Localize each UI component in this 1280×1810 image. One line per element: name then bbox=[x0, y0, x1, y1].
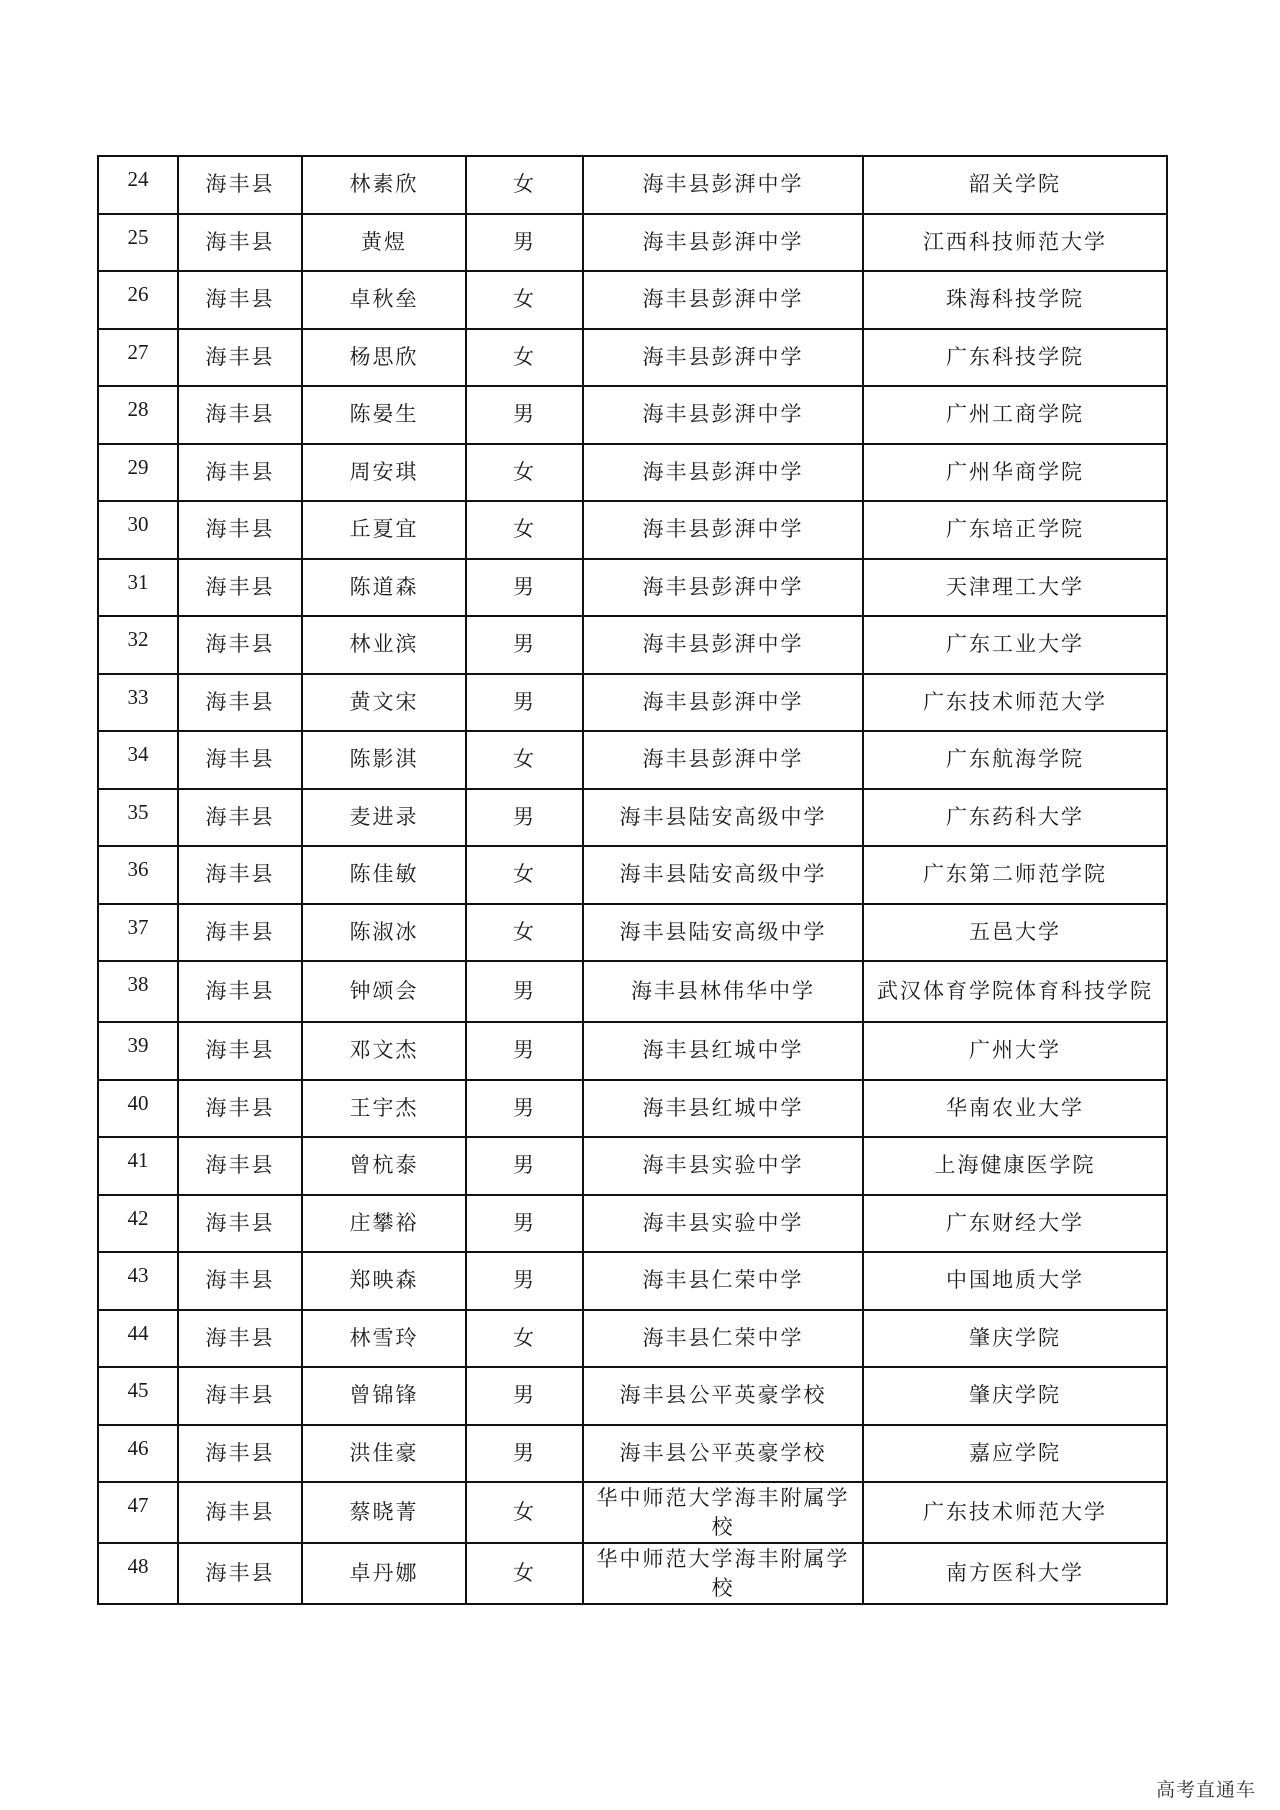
watermark-text: 高考直通车 bbox=[1155, 1779, 1256, 1801]
cell-university: 广州工商学院 bbox=[863, 386, 1167, 444]
table-row bbox=[98, 1022, 1167, 1080]
cell-school: 海丰县彭湃中学 bbox=[583, 444, 863, 502]
cell-university: 上海健康医学院 bbox=[863, 1137, 1167, 1195]
cell-name: 蔡晓菁 bbox=[302, 1482, 466, 1543]
cell-county: 海丰县 bbox=[178, 1252, 302, 1310]
cell-school: 海丰县红城中学 bbox=[583, 1022, 863, 1080]
cell-gender: 男 bbox=[466, 789, 583, 847]
cell-number: 36 bbox=[98, 846, 178, 904]
cell-number: 46 bbox=[98, 1425, 178, 1483]
cell-gender: 男 bbox=[466, 1080, 583, 1138]
table-row bbox=[98, 1137, 1167, 1195]
cell-gender: 男 bbox=[466, 559, 583, 617]
cell-gender: 女 bbox=[466, 329, 583, 387]
cell-school: 海丰县仁荣中学 bbox=[583, 1252, 863, 1310]
table-row bbox=[98, 1543, 1167, 1604]
cell-number: 41 bbox=[98, 1137, 178, 1195]
cell-gender: 女 bbox=[466, 1482, 583, 1543]
cell-name: 曾锦锋 bbox=[302, 1367, 466, 1425]
cell-number: 25 bbox=[98, 214, 178, 272]
cell-school: 海丰县彭湃中学 bbox=[583, 156, 863, 214]
cell-university: 珠海科技学院 bbox=[863, 271, 1167, 329]
cell-university: 广东培正学院 bbox=[863, 501, 1167, 559]
cell-university: 五邑大学 bbox=[863, 904, 1167, 962]
cell-school: 海丰县实验中学 bbox=[583, 1195, 863, 1253]
cell-university: 广东财经大学 bbox=[863, 1195, 1167, 1253]
cell-school: 海丰县林伟华中学 bbox=[583, 961, 863, 1022]
admission-list-table bbox=[97, 155, 1168, 1605]
cell-school: 海丰县彭湃中学 bbox=[583, 271, 863, 329]
table-row bbox=[98, 1482, 1167, 1543]
cell-number: 40 bbox=[98, 1080, 178, 1138]
cell-school: 海丰县陆安高级中学 bbox=[583, 789, 863, 847]
cell-university: 嘉应学院 bbox=[863, 1425, 1167, 1483]
cell-county: 海丰县 bbox=[178, 1482, 302, 1543]
table-row bbox=[98, 214, 1167, 272]
cell-school: 海丰县公平英豪学校 bbox=[583, 1367, 863, 1425]
table-row bbox=[98, 1080, 1167, 1138]
cell-number: 37 bbox=[98, 904, 178, 962]
cell-number: 30 bbox=[98, 501, 178, 559]
cell-university: 广东药科大学 bbox=[863, 789, 1167, 847]
cell-university: 广东技术师范大学 bbox=[863, 674, 1167, 732]
cell-name: 麦进录 bbox=[302, 789, 466, 847]
cell-school: 海丰县彭湃中学 bbox=[583, 386, 863, 444]
cell-university: 南方医科大学 bbox=[863, 1543, 1167, 1604]
cell-gender: 男 bbox=[466, 674, 583, 732]
cell-gender: 男 bbox=[466, 616, 583, 674]
cell-number: 31 bbox=[98, 559, 178, 617]
cell-school: 海丰县仁荣中学 bbox=[583, 1310, 863, 1368]
cell-name: 陈影淇 bbox=[302, 731, 466, 789]
cell-number: 48 bbox=[98, 1543, 178, 1604]
cell-name: 黄煜 bbox=[302, 214, 466, 272]
cell-name: 洪佳豪 bbox=[302, 1425, 466, 1483]
cell-school: 华中师范大学海丰附属学校 bbox=[583, 1482, 863, 1543]
cell-name: 林业滨 bbox=[302, 616, 466, 674]
cell-name: 陈佳敏 bbox=[302, 846, 466, 904]
cell-name: 陈道森 bbox=[302, 559, 466, 617]
cell-number: 42 bbox=[98, 1195, 178, 1253]
table-row bbox=[98, 1310, 1167, 1368]
cell-county: 海丰县 bbox=[178, 846, 302, 904]
table-row bbox=[98, 789, 1167, 847]
cell-number: 33 bbox=[98, 674, 178, 732]
cell-name: 丘夏宜 bbox=[302, 501, 466, 559]
table-row bbox=[98, 674, 1167, 732]
cell-county: 海丰县 bbox=[178, 1080, 302, 1138]
cell-name: 林雪玲 bbox=[302, 1310, 466, 1368]
cell-university: 肇庆学院 bbox=[863, 1367, 1167, 1425]
cell-county: 海丰县 bbox=[178, 1367, 302, 1425]
cell-county: 海丰县 bbox=[178, 961, 302, 1022]
cell-county: 海丰县 bbox=[178, 1137, 302, 1195]
cell-gender: 男 bbox=[466, 1425, 583, 1483]
table-row bbox=[98, 616, 1167, 674]
cell-number: 44 bbox=[98, 1310, 178, 1368]
cell-name: 林素欣 bbox=[302, 156, 466, 214]
cell-county: 海丰县 bbox=[178, 271, 302, 329]
cell-school: 海丰县彭湃中学 bbox=[583, 501, 863, 559]
cell-school: 海丰县彭湃中学 bbox=[583, 616, 863, 674]
cell-school: 海丰县彭湃中学 bbox=[583, 731, 863, 789]
table-row bbox=[98, 444, 1167, 502]
cell-name: 邓文杰 bbox=[302, 1022, 466, 1080]
cell-number: 24 bbox=[98, 156, 178, 214]
table-row bbox=[98, 1425, 1167, 1483]
table-row bbox=[98, 1195, 1167, 1253]
cell-school: 海丰县陆安高级中学 bbox=[583, 904, 863, 962]
cell-number: 26 bbox=[98, 271, 178, 329]
cell-gender: 男 bbox=[466, 1137, 583, 1195]
cell-number: 27 bbox=[98, 329, 178, 387]
cell-university: 武汉体育学院体育科技学院 bbox=[863, 961, 1167, 1022]
cell-gender: 女 bbox=[466, 904, 583, 962]
cell-university: 广州大学 bbox=[863, 1022, 1167, 1080]
cell-name: 陈晏生 bbox=[302, 386, 466, 444]
table-row bbox=[98, 271, 1167, 329]
table-row bbox=[98, 559, 1167, 617]
cell-name: 卓丹娜 bbox=[302, 1543, 466, 1604]
cell-name: 陈淑冰 bbox=[302, 904, 466, 962]
cell-name: 钟颂会 bbox=[302, 961, 466, 1022]
cell-county: 海丰县 bbox=[178, 1022, 302, 1080]
table-row bbox=[98, 961, 1167, 1022]
table-row bbox=[98, 904, 1167, 962]
cell-county: 海丰县 bbox=[178, 789, 302, 847]
cell-name: 庄攀裕 bbox=[302, 1195, 466, 1253]
cell-county: 海丰县 bbox=[178, 1425, 302, 1483]
cell-number: 47 bbox=[98, 1482, 178, 1543]
table-row bbox=[98, 1252, 1167, 1310]
cell-gender: 男 bbox=[466, 1195, 583, 1253]
cell-school: 海丰县陆安高级中学 bbox=[583, 846, 863, 904]
cell-name: 曾杭泰 bbox=[302, 1137, 466, 1195]
cell-gender: 女 bbox=[466, 156, 583, 214]
cell-county: 海丰县 bbox=[178, 674, 302, 732]
cell-school: 海丰县彭湃中学 bbox=[583, 674, 863, 732]
cell-gender: 女 bbox=[466, 1543, 583, 1604]
cell-gender: 女 bbox=[466, 271, 583, 329]
cell-university: 韶关学院 bbox=[863, 156, 1167, 214]
table-row bbox=[98, 386, 1167, 444]
cell-school: 海丰县彭湃中学 bbox=[583, 214, 863, 272]
cell-county: 海丰县 bbox=[178, 386, 302, 444]
cell-name: 卓秋垒 bbox=[302, 271, 466, 329]
cell-gender: 女 bbox=[466, 731, 583, 789]
cell-county: 海丰县 bbox=[178, 329, 302, 387]
cell-gender: 男 bbox=[466, 1022, 583, 1080]
cell-university: 广东航海学院 bbox=[863, 731, 1167, 789]
cell-name: 郑映森 bbox=[302, 1252, 466, 1310]
cell-school: 海丰县实验中学 bbox=[583, 1137, 863, 1195]
cell-county: 海丰县 bbox=[178, 1543, 302, 1604]
cell-name: 杨思欣 bbox=[302, 329, 466, 387]
cell-number: 35 bbox=[98, 789, 178, 847]
cell-school: 华中师范大学海丰附属学校 bbox=[583, 1543, 863, 1604]
cell-university: 江西科技师范大学 bbox=[863, 214, 1167, 272]
cell-name: 周安琪 bbox=[302, 444, 466, 502]
cell-school: 海丰县彭湃中学 bbox=[583, 559, 863, 617]
table-row bbox=[98, 1367, 1167, 1425]
cell-county: 海丰县 bbox=[178, 1310, 302, 1368]
cell-number: 32 bbox=[98, 616, 178, 674]
cell-university: 广东技术师范大学 bbox=[863, 1482, 1167, 1543]
cell-county: 海丰县 bbox=[178, 731, 302, 789]
cell-county: 海丰县 bbox=[178, 444, 302, 502]
cell-university: 中国地质大学 bbox=[863, 1252, 1167, 1310]
cell-university: 肇庆学院 bbox=[863, 1310, 1167, 1368]
cell-university: 广东科技学院 bbox=[863, 329, 1167, 387]
table-row bbox=[98, 156, 1167, 214]
cell-name: 王宇杰 bbox=[302, 1080, 466, 1138]
cell-number: 45 bbox=[98, 1367, 178, 1425]
cell-gender: 男 bbox=[466, 1367, 583, 1425]
cell-gender: 女 bbox=[466, 444, 583, 502]
cell-number: 29 bbox=[98, 444, 178, 502]
table-row bbox=[98, 501, 1167, 559]
cell-county: 海丰县 bbox=[178, 1195, 302, 1253]
cell-gender: 女 bbox=[466, 1310, 583, 1368]
cell-gender: 男 bbox=[466, 961, 583, 1022]
cell-university: 广东第二师范学院 bbox=[863, 846, 1167, 904]
cell-name: 黄文宋 bbox=[302, 674, 466, 732]
cell-number: 43 bbox=[98, 1252, 178, 1310]
cell-county: 海丰县 bbox=[178, 156, 302, 214]
table-body bbox=[98, 156, 1167, 1604]
table-row bbox=[98, 846, 1167, 904]
table-row bbox=[98, 329, 1167, 387]
cell-county: 海丰县 bbox=[178, 904, 302, 962]
cell-gender: 男 bbox=[466, 386, 583, 444]
cell-number: 34 bbox=[98, 731, 178, 789]
cell-county: 海丰县 bbox=[178, 559, 302, 617]
cell-school: 海丰县彭湃中学 bbox=[583, 329, 863, 387]
cell-school: 海丰县红城中学 bbox=[583, 1080, 863, 1138]
cell-county: 海丰县 bbox=[178, 616, 302, 674]
cell-number: 28 bbox=[98, 386, 178, 444]
table-row bbox=[98, 731, 1167, 789]
cell-university: 广东工业大学 bbox=[863, 616, 1167, 674]
cell-school: 海丰县公平英豪学校 bbox=[583, 1425, 863, 1483]
cell-gender: 男 bbox=[466, 1252, 583, 1310]
cell-number: 39 bbox=[98, 1022, 178, 1080]
cell-gender: 男 bbox=[466, 214, 583, 272]
cell-county: 海丰县 bbox=[178, 214, 302, 272]
cell-gender: 女 bbox=[466, 501, 583, 559]
cell-gender: 女 bbox=[466, 846, 583, 904]
cell-number: 38 bbox=[98, 961, 178, 1022]
cell-university: 广州华商学院 bbox=[863, 444, 1167, 502]
cell-university: 华南农业大学 bbox=[863, 1080, 1167, 1138]
cell-university: 天津理工大学 bbox=[863, 559, 1167, 617]
cell-county: 海丰县 bbox=[178, 501, 302, 559]
